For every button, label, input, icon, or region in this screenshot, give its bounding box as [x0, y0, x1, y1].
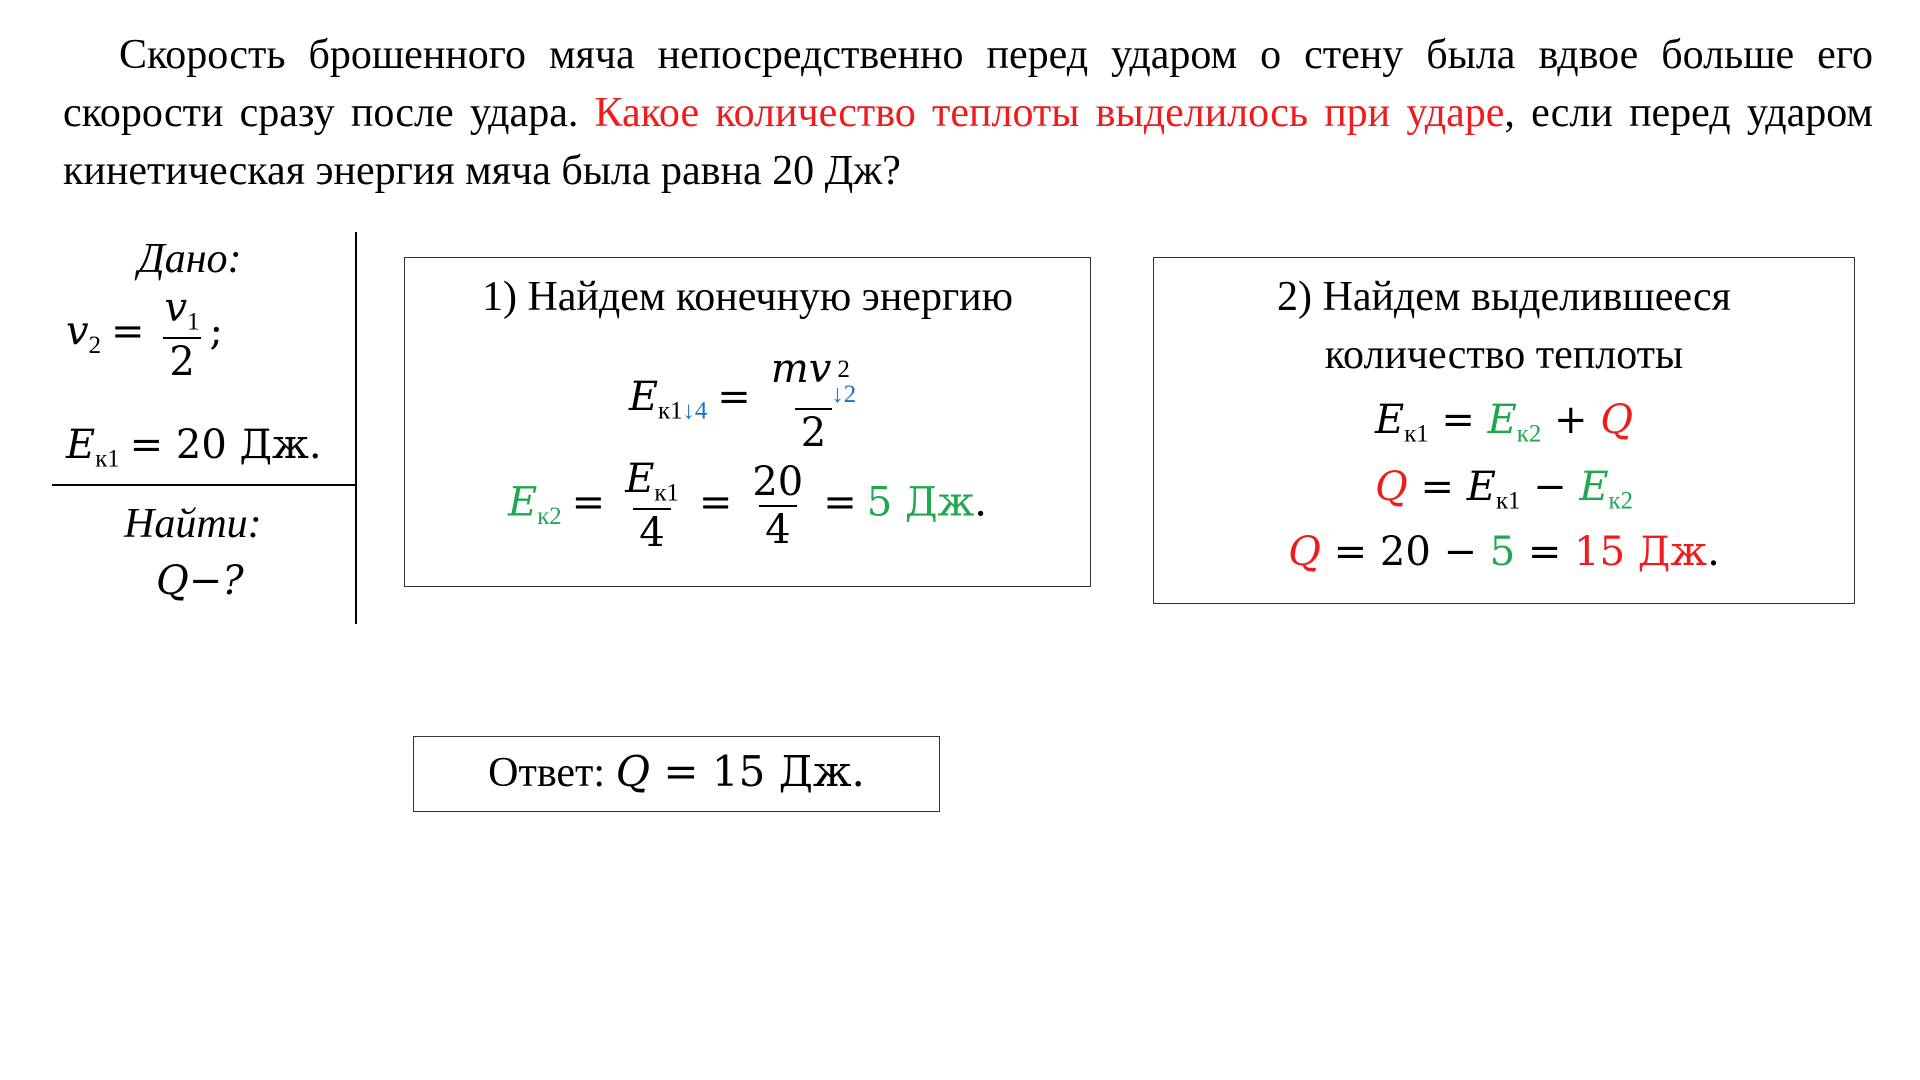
problem-text-2: , если перед ударом кинетическая энергия мяча была равна 20 Дж?	[63, 90, 1873, 194]
find-value: Q−?	[156, 558, 244, 604]
answer-line: Ответ: Q = 15 Дж.	[488, 747, 865, 796]
step1-title: 1) Найдем конечную энергию	[481, 274, 1014, 320]
step2-title-line1: 2) Найдем выделившееся	[1277, 274, 1731, 320]
given-divider-vertical	[355, 232, 357, 624]
step1-kinetic-formula: $E_{к1↓4}$ = mv 2 ↓2 2	[628, 346, 857, 456]
answer-box	[413, 736, 940, 812]
problem-question: Какое количество теплоты выделилось при ударе	[594, 90, 1505, 136]
problem-text-1: Скорость брошенного мяча непосредственно перед ударом о стену была вдвое больше его скорости сразу после удара.	[63, 32, 1873, 136]
answer-value: = 15 Дж.	[650, 747, 865, 796]
given-label: Дано:	[138, 236, 242, 282]
given-velocity-relation: $v_2$ = $\frac{v_1}{2}$ ;	[66, 285, 224, 386]
step2-heat-result: Q = 20 − 5 = 15 Дж.	[1288, 529, 1720, 575]
step1-result: $E_{к2}$ = $\frac{E_{к1}}{4}$ = $\frac{20}{4}$ = 5 Дж.	[508, 456, 987, 557]
step2-heat-formula: $Q = E_{к1} - E_{к2}$	[1374, 464, 1633, 515]
step2-energy-balance: $E_{к1} = E_{к2} + Q$	[1374, 397, 1633, 448]
given-section	[52, 235, 354, 627]
given-energy: $E_{к1} = 20$ Дж.	[66, 422, 322, 473]
step2-box	[1153, 257, 1855, 604]
problem-statement	[63, 26, 1873, 200]
find-label: Найти:	[124, 501, 262, 547]
step1-box	[404, 257, 1091, 587]
answer-label: Ответ:	[488, 750, 616, 796]
step2-title-line2: количество теплоты	[1324, 332, 1684, 378]
velocity-fraction: $\frac{v_1}{2}$	[164, 285, 200, 386]
